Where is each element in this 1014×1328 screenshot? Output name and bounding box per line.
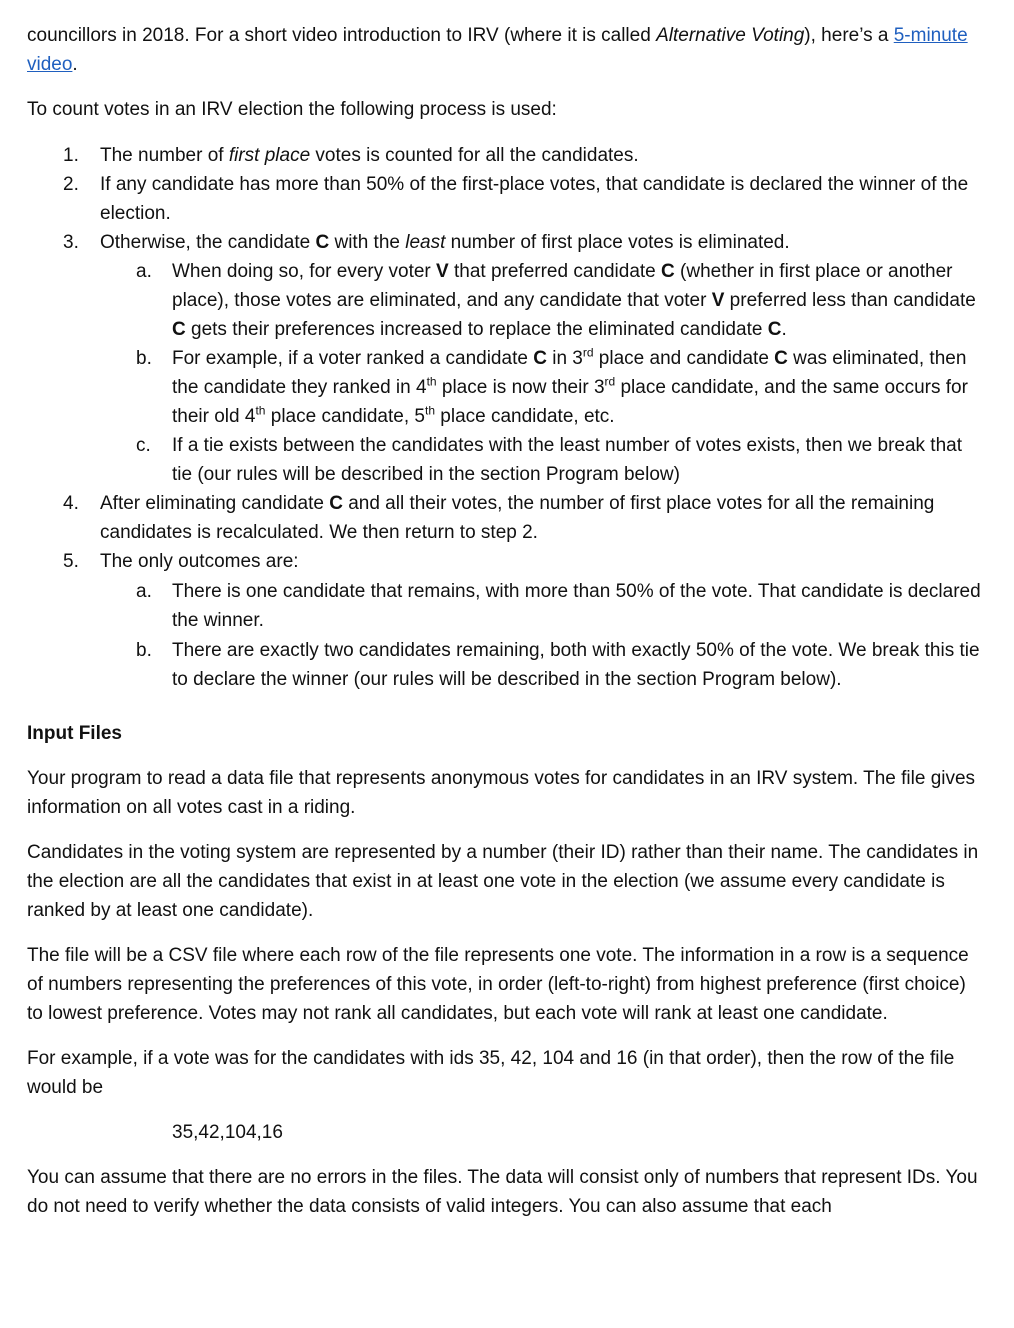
step-text: After eliminating candidate	[100, 493, 330, 514]
paragraph-read-file: Your program to read a data file that represents anonymous votes for candidates in an IRV system. The file gives information on all votes cast in a riding.	[27, 768, 976, 818]
step-4	[27, 489, 982, 547]
step-3	[27, 228, 982, 257]
candidate-c: C	[533, 348, 547, 369]
step-emphasis: least	[405, 232, 446, 253]
voter-v: V	[711, 290, 725, 311]
ordinal-suffix: rd	[604, 374, 616, 389]
step-1	[27, 141, 982, 170]
steps-list	[27, 141, 982, 694]
step-number: 1.	[63, 145, 79, 166]
intro-text: councillors in 2018. For a short video introduction to IRV (where it is called	[27, 25, 657, 46]
step-number: 4.	[63, 493, 79, 514]
intro-text: ), here’s a	[804, 25, 894, 46]
candidate-c: C	[329, 493, 343, 514]
substep-text: .	[781, 319, 787, 340]
step-5-a	[27, 577, 982, 635]
step-2	[27, 170, 982, 228]
substep-text: was eliminated, then the candidate they ranked in 4	[172, 348, 967, 398]
substep-text: place candidate, 5	[265, 406, 425, 427]
candidate-c: C	[767, 319, 782, 340]
paragraph-example: For example, if a vote was for the candidates with ids 35, 42, 104 and 16 (in that order), then the row of the file would be	[27, 1048, 955, 1098]
substep-text: preferred less than candidate	[724, 290, 976, 311]
step-text: and all their votes, the number of first place votes for all the remaining candidates is recalculated. We then return to step 2.	[100, 493, 935, 543]
step-emphasis: first place	[228, 145, 311, 166]
substep-text: in 3	[546, 348, 583, 369]
step-text: The number of	[100, 145, 229, 166]
candidate-c: C	[315, 232, 330, 253]
step-number: 5.	[63, 551, 79, 572]
ordinal-suffix: th	[255, 403, 266, 418]
step-3-b	[27, 344, 982, 431]
substep-text: place candidate, etc.	[435, 406, 615, 427]
intro-paragraph	[27, 21, 982, 79]
step-5-b	[27, 636, 982, 694]
step-3-a	[27, 257, 982, 344]
document-body	[27, 21, 982, 1221]
step-text: votes is counted for all the candidates.	[310, 145, 639, 166]
paragraph-candidates: Candidates in the voting system are represented by a number (their ID) rather than their name. The candidates in the election are all the candidates that exist in at least one vote in the election (we assume every candidate is ranked by at least one candidate).	[27, 842, 979, 921]
candidate-c: C	[774, 348, 788, 369]
step-number: 2.	[63, 174, 79, 195]
substep-text: that preferred candidate	[448, 261, 662, 282]
intro-alt-voting: Alternative Voting	[656, 25, 805, 46]
substep-text: For example, if a voter ranked a candidate	[172, 348, 534, 369]
substep-label: c.	[136, 435, 151, 456]
step-text: with the	[329, 232, 406, 253]
step-5	[27, 547, 982, 576]
substep-text: There is one candidate that remains, with more than 50% of the vote. That candidate is declared the winner.	[172, 581, 981, 631]
step-text: number of first place votes is eliminated.	[445, 232, 790, 253]
candidate-c: C	[661, 261, 675, 282]
voter-v: V	[436, 261, 449, 282]
substep-text: There are exactly two candidates remaining, both with exactly 50% of the vote. We break this tie to declare the winner (our rules will be described in the section Program below).	[172, 640, 980, 690]
candidate-c: C	[172, 319, 186, 340]
step-text: Otherwise, the candidate	[100, 232, 316, 253]
substep-text: (whether in first place or another place), those votes are eliminated, and any candidate that voter	[172, 261, 953, 311]
substep-label: b.	[136, 640, 152, 661]
ordinal-suffix: rd	[582, 345, 594, 360]
video-link[interactable]: 5-minute video	[27, 25, 968, 75]
step-text: The only outcomes are:	[100, 551, 299, 572]
substep-label: a.	[136, 261, 152, 282]
count-intro: To count votes in an IRV election the following process is used:	[27, 99, 557, 120]
substep-text: When doing so, for every voter	[172, 261, 437, 282]
example-row: 35,42,104,16	[172, 1122, 283, 1143]
input-files-heading: Input Files	[27, 723, 122, 744]
step-number: 3.	[63, 232, 79, 253]
ordinal-suffix: th	[426, 374, 437, 389]
ordinal-suffix: th	[424, 403, 435, 418]
substep-text: gets their preferences increased to replace the eliminated candidate	[185, 319, 768, 340]
step-3-c	[27, 431, 982, 489]
step-text: If any candidate has more than 50% of the first-place votes, that candidate is declared the winner of the election.	[100, 174, 969, 224]
substep-label: a.	[136, 581, 152, 602]
paragraph-csv: The file will be a CSV file where each row of the file represents one vote. The information in a row is a sequence of numbers representing the preferences of this vote, in order (left-to-right) from highest preference (first choice) to lowest preference. Votes may not rank all candidates, but each vote will rank at least one candidate.	[27, 945, 969, 1024]
paragraph-assumptions: You can assume that there are no errors in the files. The data will consist only of numbers that represent IDs. You do not need to verify whether the data consists of valid integers. You can also assume that each	[27, 1167, 978, 1217]
substep-text: place candidate, and the same occurs for their old 4	[172, 377, 968, 427]
substep-label: b.	[136, 348, 152, 369]
intro-text: .	[72, 54, 78, 75]
substep-text: place and candidate	[593, 348, 775, 369]
substep-text: If a tie exists between the candidates with the least number of votes exists, then we break that tie (our rules will be described in the section Program below)	[172, 435, 962, 485]
substep-text: place is now their 3	[436, 377, 605, 398]
